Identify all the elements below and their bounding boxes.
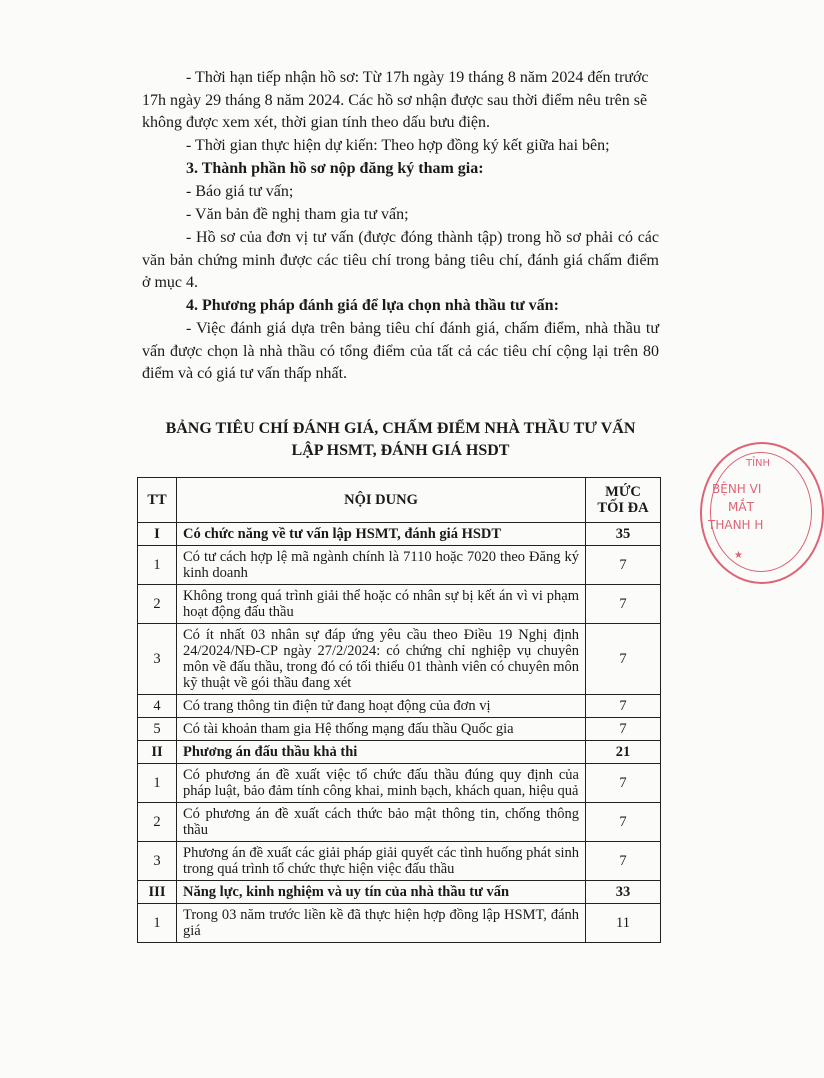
cell-content: Có chức năng về tư vấn lập HSMT, đánh giá HSDT <box>177 523 586 546</box>
header-max-line-2: TỐI ĐA <box>597 500 649 516</box>
cell-tt: 3 <box>138 842 177 881</box>
seal-text-line-1: BỆNH VI <box>712 482 762 496</box>
cell-max: 7 <box>586 718 661 741</box>
table-header-row <box>138 478 661 523</box>
table-row <box>138 764 661 803</box>
cell-content: Trong 03 năm trước liền kề đã thực hiện hợp đồng lập HSMT, đánh giá <box>177 904 586 943</box>
cell-max: 11 <box>586 904 661 943</box>
heading-section-3: 3. Thành phần hồ sơ nộp đăng ký tham gia: <box>186 160 484 177</box>
heading-section-4: 4. Phương pháp đánh giá để lựa chọn nhà thầu tư vấn: <box>186 297 559 314</box>
table-row <box>138 624 661 695</box>
table-row <box>138 718 661 741</box>
cell-content: Có phương án đề xuất cách thức bảo mật thông tin, chống thông thầu <box>177 803 586 842</box>
cell-max: 33 <box>586 881 661 904</box>
official-seal <box>700 442 824 584</box>
cell-max: 21 <box>586 741 661 764</box>
cell-tt: 1 <box>138 764 177 803</box>
header-tt: TT <box>138 478 177 523</box>
paragraph-proposal: - Văn bản đề nghị tham gia tư vấn; <box>186 206 409 223</box>
cell-tt: 5 <box>138 718 177 741</box>
cell-max: 35 <box>586 523 661 546</box>
cell-content: Có phương án đề xuất việc tổ chức đấu thầu đúng quy định của pháp luật, bảo đảm tính công khai, minh bạch, khách quan, hiệu quả <box>177 764 586 803</box>
cell-max: 7 <box>586 546 661 585</box>
seal-text-line-3: THANH H <box>708 518 764 532</box>
header-max-line-1: MỨC <box>605 484 641 500</box>
cell-content: Phương án đấu thầu khả thi <box>177 741 586 764</box>
cell-content: Có tài khoản tham gia Hệ thống mạng đấu thầu Quốc gia <box>177 718 586 741</box>
table-title <box>142 418 659 462</box>
seal-text-top: TỈNH <box>746 458 771 469</box>
table-row <box>138 546 661 585</box>
cell-tt: 1 <box>138 904 177 943</box>
paragraph-duration: - Thời gian thực hiện dự kiến: Theo hợp đồng ký kết giữa hai bên; <box>186 137 610 154</box>
cell-content: Có trang thông tin điện tử đang hoạt động của đơn vị <box>177 695 586 718</box>
paragraph-dossier: - Hồ sơ của đơn vị tư vấn (được đóng thành tập) trong hồ sơ phải có các văn bản chứng minh được các tiêu chí trong bảng tiêu chí, đánh giá chấm điểm ở mục 4. <box>142 229 659 291</box>
cell-tt: 1 <box>138 546 177 585</box>
cell-max: 7 <box>586 842 661 881</box>
table-section-row <box>138 523 661 546</box>
cell-max: 7 <box>586 624 661 695</box>
cell-tt: 2 <box>138 585 177 624</box>
cell-tt: III <box>138 881 177 904</box>
seal-star-icon: ★ <box>734 550 743 561</box>
table-title-line-2: LẬP HSMT, ĐÁNH GIÁ HSDT <box>291 442 510 459</box>
table-section-row <box>138 881 661 904</box>
cell-content: Có ít nhất 03 nhân sự đáp ứng yêu cầu theo Điều 19 Nghị định 24/2024/NĐ-CP ngày 27/2/2024: có chứng chỉ nghiệp vụ chuyên môn về đấu thầu, trong đó có tối thiểu 01 thành viên có chuyên môn kỹ thuật về gói thầu đang xét <box>177 624 586 695</box>
header-content: NỘI DUNG <box>177 478 586 523</box>
cell-content: Năng lực, kinh nghiệm và uy tín của nhà thầu tư vấn <box>177 881 586 904</box>
header-max <box>586 478 661 523</box>
paragraph-deadline: - Thời hạn tiếp nhận hồ sơ: Từ 17h ngày 19 tháng 8 năm 2024 đến trước 17h ngày 29 tháng 8 năm 2024. Các hồ sơ nhận được sau thời điểm nêu trên sẽ không được xem xét, thời gian tính theo dấu bưu điện. <box>142 69 649 131</box>
cell-tt: 2 <box>138 803 177 842</box>
table-row <box>138 695 661 718</box>
cell-max: 7 <box>586 764 661 803</box>
cell-max: 7 <box>586 585 661 624</box>
cell-content: Có tư cách hợp lệ mã ngành chính là 7110 hoặc 7020 theo Đăng ký kinh doanh <box>177 546 586 585</box>
cell-max: 7 <box>586 695 661 718</box>
table-title-line-1: BẢNG TIÊU CHÍ ĐÁNH GIÁ, CHẤM ĐIỂM NHÀ THẦU TƯ VẤN <box>165 420 636 437</box>
cell-content: Phương án đề xuất các giải pháp giải quyết các tình huống phát sinh trong quá trình tổ chức thực hiện việc đấu thầu <box>177 842 586 881</box>
seal-text-line-2: MẮT <box>728 500 754 514</box>
cell-tt: II <box>138 741 177 764</box>
cell-content: Không trong quá trình giải thể hoặc có nhân sự bị kết án vì vi phạm hoạt động đấu thầu <box>177 585 586 624</box>
table-row <box>138 842 661 881</box>
paragraph-quote: - Báo giá tư vấn; <box>186 183 294 200</box>
table-section-row <box>138 741 661 764</box>
criteria-table <box>137 477 661 943</box>
table-row <box>138 803 661 842</box>
cell-tt: I <box>138 523 177 546</box>
cell-max: 7 <box>586 803 661 842</box>
seal-inner-ring <box>710 452 812 572</box>
table-row <box>138 904 661 943</box>
table-row <box>138 585 661 624</box>
cell-tt: 3 <box>138 624 177 695</box>
paragraph-evaluation: - Việc đánh giá dựa trên bảng tiêu chí đánh giá, chấm điểm, nhà thầu tư vấn được chọn là nhà thầu có tổng điểm của tất cả các tiêu chí cộng lại trên 80 điểm và có giá tư vấn thấp nhất. <box>142 320 659 382</box>
cell-tt: 4 <box>138 695 177 718</box>
